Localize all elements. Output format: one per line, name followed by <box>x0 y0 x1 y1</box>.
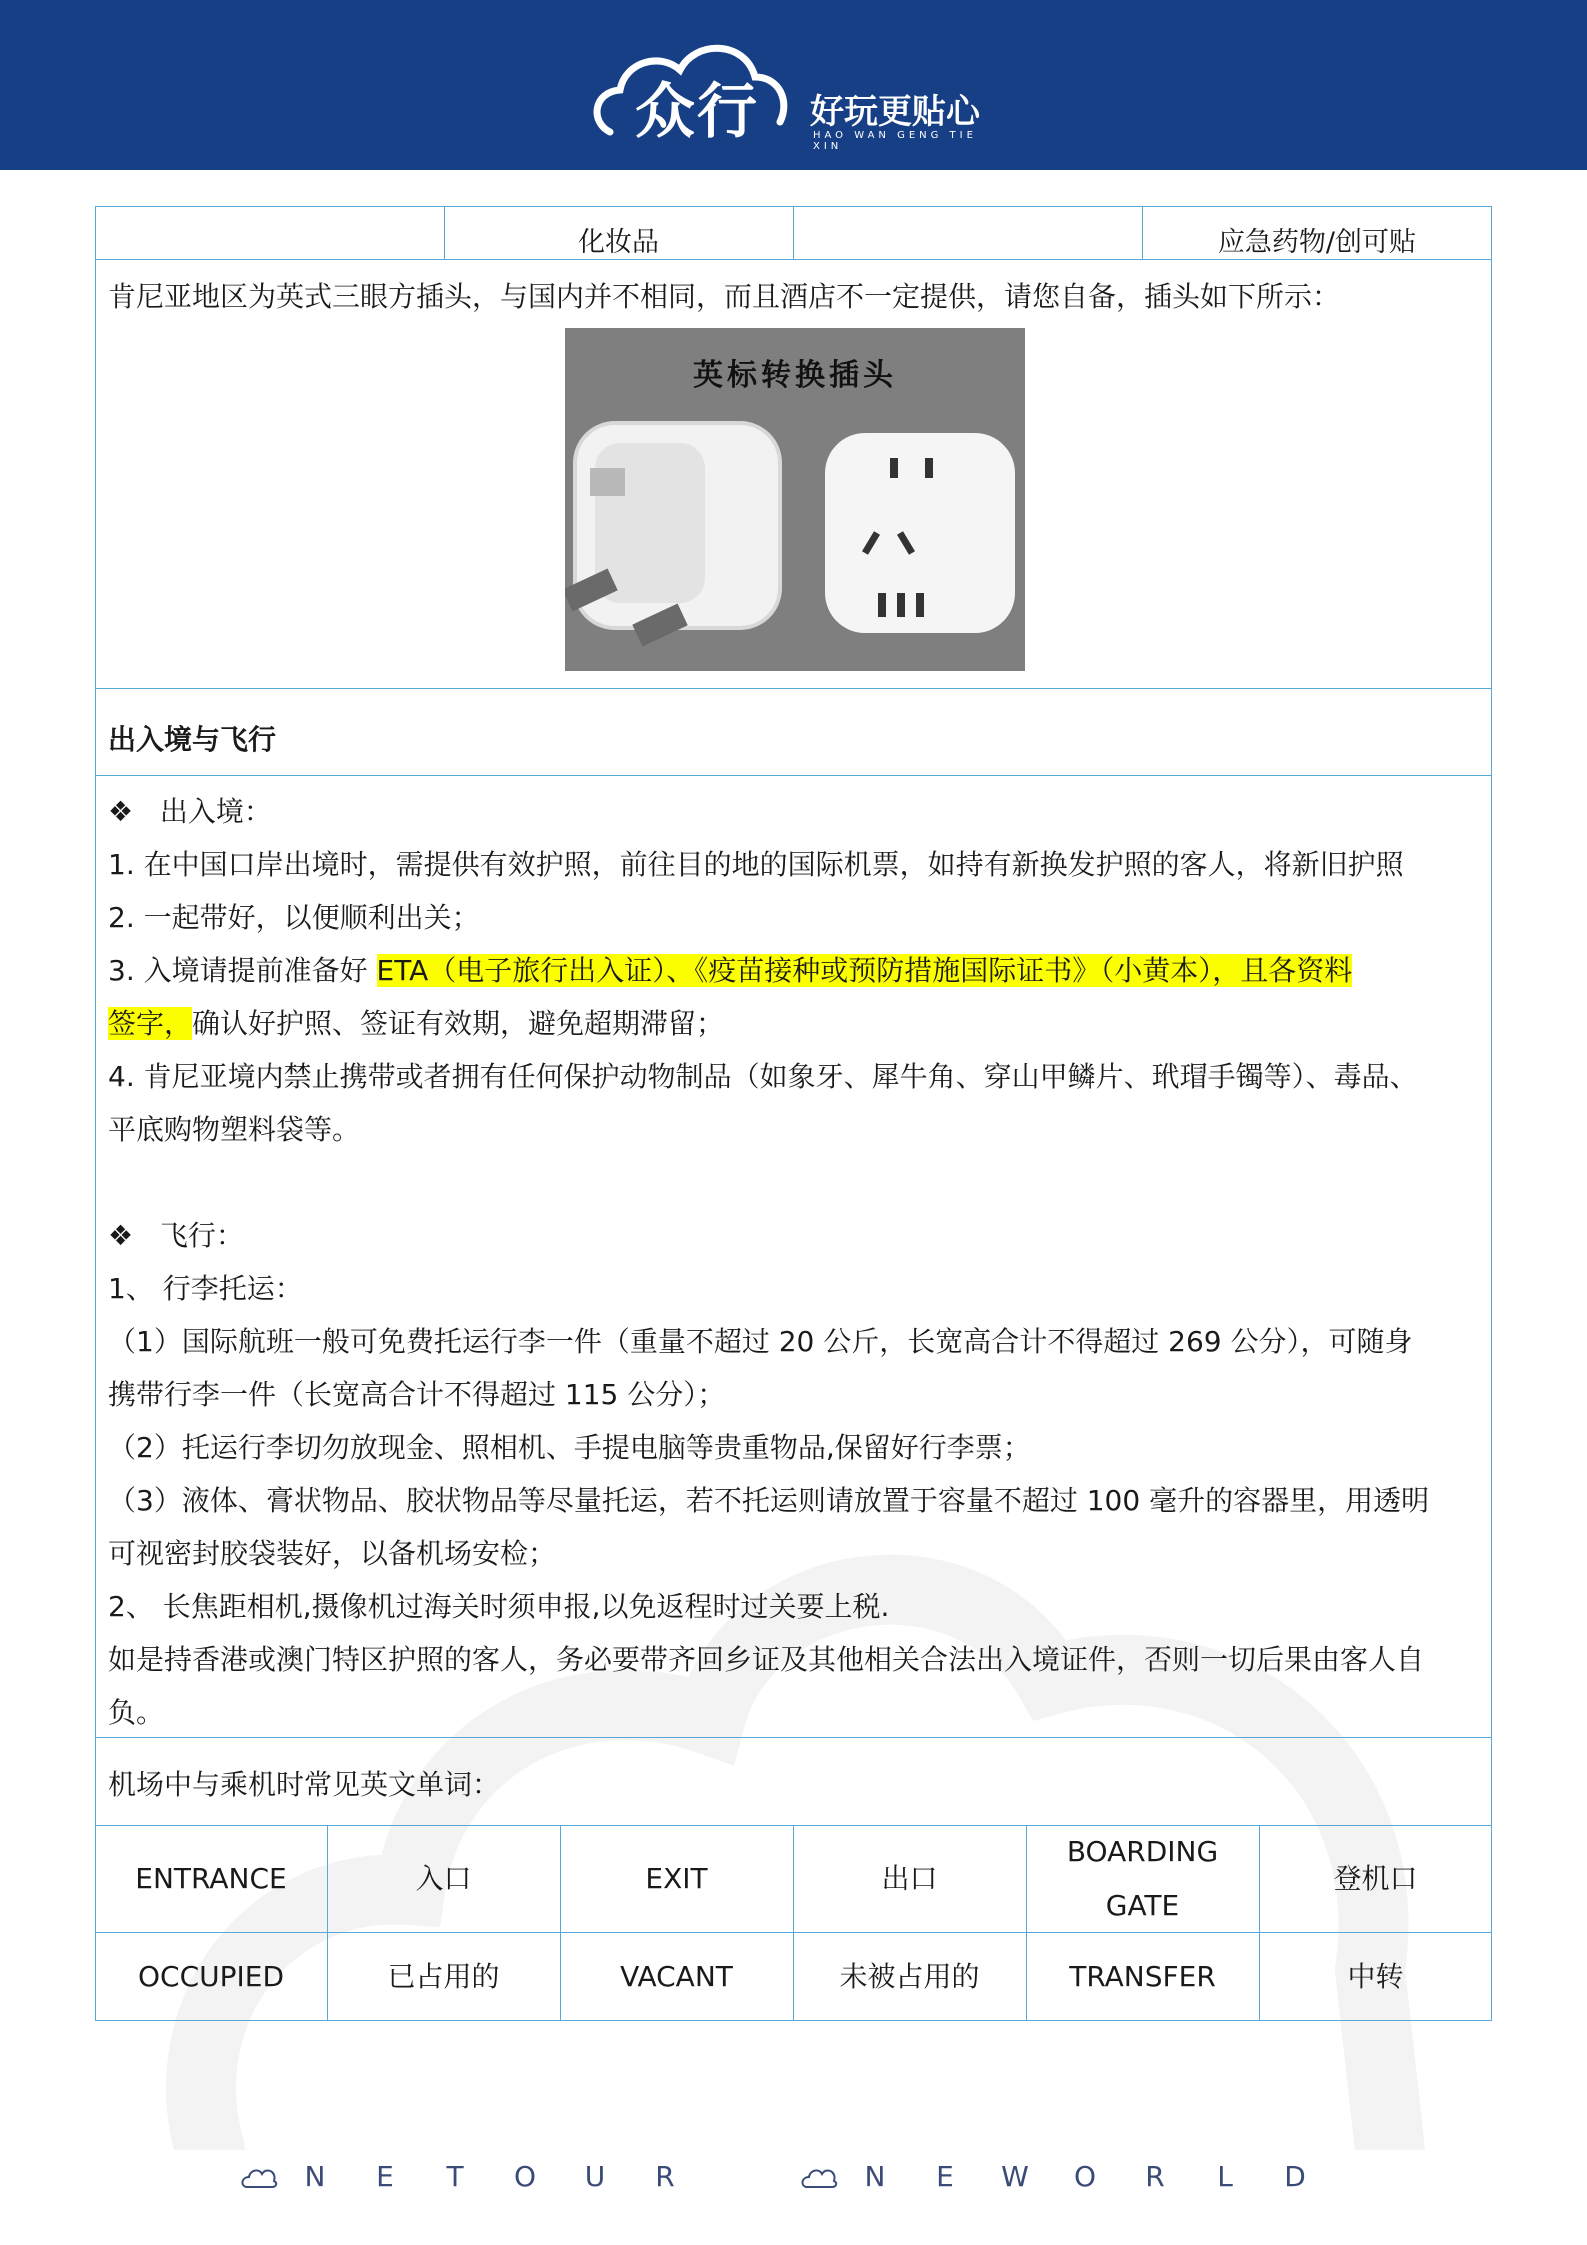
plug-adapter-image <box>565 328 1025 671</box>
customs-item-4: 4. 肯尼亚境内禁止携带或者拥有任何保护动物制品（如象牙、犀牛角、穿山甲鳞片、玳瑁手镯等）、毒品、 <box>108 1060 1418 1093</box>
flight-heading: 飞行： <box>159 1219 244 1252</box>
customs-item-3 <box>108 944 1352 997</box>
vocab-cell: EXIT <box>645 1862 708 1895</box>
rule <box>95 688 1492 689</box>
vocab-cell: 已占用的 <box>387 1960 500 1993</box>
customs-item-2: 2. 一起带好，以便顺利出关； <box>108 901 480 934</box>
footer-letter: L <box>1217 2160 1233 2193</box>
baggage-rule-3: （3）液体、膏状物品、胶状物品等尽量托运，若不托运则请放置于容量不超过 100 毫升的容器里，用透明 <box>108 1484 1430 1517</box>
plug-note: 肯尼亚地区为英式三眼方插头，与国内并不相同，而且酒店不一定提供，请您自备，插头如下所示： <box>108 280 1341 313</box>
flight-heading-row <box>108 1209 244 1262</box>
baggage-rule-3-cont: 可视密封胶袋装好，以备机场安检； <box>108 1537 557 1570</box>
rule <box>95 259 1492 260</box>
footer-letter: O <box>1073 2160 1097 2193</box>
vocab-cell: 中转 <box>1347 1960 1404 1993</box>
brand-slogan: 好玩更贴心 <box>810 92 980 132</box>
diamond-bullet-icon: ❖ <box>108 795 134 828</box>
footer-netour <box>240 2160 700 2193</box>
vocab-cell: BOARDING GATE <box>1066 1835 1219 1922</box>
plug-adapter-icon <box>565 328 1025 671</box>
diamond-bullet-icon: ❖ <box>108 1219 134 1252</box>
footer-letter: O <box>513 2160 537 2193</box>
brand-pinyin: HAO WAN GENG TIE XIN <box>813 130 977 152</box>
customs-item-3-suffix: 确认好护照、签证有效期，避免超期滞留； <box>192 1007 725 1040</box>
packing-cell-cosmetics: 化妆品 <box>578 227 659 258</box>
footer-letter: W <box>1001 2160 1029 2193</box>
cloud-icon <box>240 2165 280 2191</box>
plug-image-caption: 英标转换插头 <box>693 358 897 393</box>
baggage-rule-1: （1）国际航班一般可免费托运行李一件（重量不超过 20 公斤，长宽高合计不得超过 269 公分），可随身 <box>108 1325 1413 1358</box>
cloud-icon <box>800 2165 840 2191</box>
footer-letter: U <box>584 2160 606 2193</box>
vocab-cell: TRANSFER <box>1069 1960 1216 1993</box>
vocab-cell: 登机口 <box>1333 1862 1418 1895</box>
col-rule <box>793 206 794 259</box>
customs-item-4-cont: 平底购物塑料袋等。 <box>108 1113 361 1146</box>
customs-heading-row <box>108 785 272 838</box>
customs-item-1: 1. 在中国口岸出境时，需提供有效护照，前往目的地的国际机票，如持有新换发护照的客人，将新旧护照 <box>108 848 1404 881</box>
customs-item-3-highlight: ETA（电子旅行出入证）、《疫苗接种或预防措施国际证书》（小黄本），且各资料 <box>376 954 1353 987</box>
vocab-cell: OCCUPIED <box>137 1960 285 1993</box>
vocab-cell: 未被占用的 <box>839 1960 980 1993</box>
brand-name: 众行 <box>635 77 759 147</box>
footer-letter: D <box>1284 2160 1306 2193</box>
footer-letter: E <box>376 2160 394 2193</box>
rule <box>95 775 1492 776</box>
vocab-title: 机场中与乘机时常见英文单词： <box>108 1768 501 1801</box>
vocab-cell: 出口 <box>881 1862 938 1895</box>
footer-newworld <box>800 2160 1330 2193</box>
footer-letter: E <box>936 2160 954 2193</box>
vocab-cell: ENTRANCE <box>135 1862 287 1895</box>
vocab-cell: 入口 <box>415 1862 472 1895</box>
packing-cell-first-aid: 应急药物/创可贴 <box>1217 227 1417 258</box>
flight-sub-2: 2、 长焦距相机,摄像机过海关时须申报,以免返程时过关要上税. <box>108 1590 890 1623</box>
vocab-cell: VACANT <box>620 1960 733 1993</box>
section-title: 出入境与飞行 <box>108 723 277 756</box>
baggage-rule-1-cont: 携带行李一件（长宽高合计不得超过 115 公分）； <box>108 1378 726 1411</box>
footer-letter: T <box>446 2160 464 2193</box>
customs-heading: 出入境： <box>159 795 272 828</box>
passport-note: 如是持香港或澳门特区护照的客人，务必要带齐回乡证及其他相关合法出入境证件，否则一切后果由客人自 <box>108 1643 1425 1676</box>
footer-letter: R <box>655 2160 675 2193</box>
footer-letter: R <box>1145 2160 1165 2193</box>
rule <box>95 1737 1492 1738</box>
passport-note-cont: 负。 <box>108 1696 165 1729</box>
customs-item-3-highlight-2: 签字， <box>108 1007 193 1040</box>
baggage-rule-2: （2）托运行李切勿放现金、照相机、手提电脑等贵重物品,保留好行李票； <box>108 1431 1031 1464</box>
footer-letter: N <box>864 2160 886 2193</box>
customs-item-3-cont <box>108 997 724 1050</box>
footer-letter: N <box>304 2160 326 2193</box>
brand-logo <box>585 22 1005 152</box>
customs-item-3-prefix: 3. 入境请提前准备好 <box>108 954 377 987</box>
flight-sub-1: 1、 行李托运： <box>108 1272 303 1305</box>
